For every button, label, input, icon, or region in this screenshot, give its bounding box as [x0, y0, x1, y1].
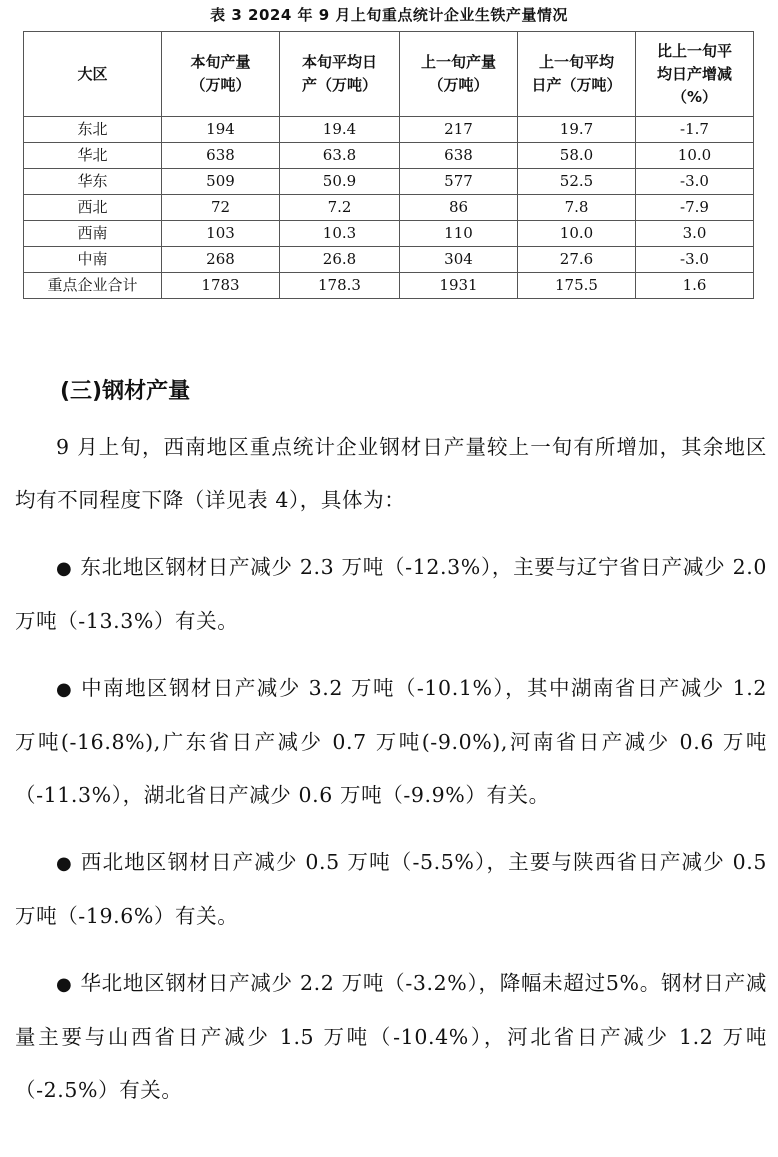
pig-iron-production-table	[23, 31, 754, 299]
table-caption: 表 3 2024 年 9 月上旬重点统计企业生铁产量情况	[210, 6, 568, 24]
table-header-row	[24, 32, 754, 117]
cell-current-output: 103	[162, 221, 280, 247]
cell-current-daily-avg: 10.3	[280, 221, 400, 247]
bullet-text: 西北地区钢材日产减少 0.5 万吨（-5.5%），主要与陕西省日产减少 0.5 万吨（-19.6%）有关。	[15, 850, 767, 928]
cell-daily-change-pct: 1.6	[636, 273, 754, 299]
table-row	[24, 169, 754, 195]
table-row	[24, 247, 754, 273]
cell-current-output: 268	[162, 247, 280, 273]
header-daily-change-pct: 比上一旬平 均日产增减 （%）	[636, 32, 754, 117]
cell-previous-output: 110	[400, 221, 518, 247]
bullet-text: 东北地区钢材日产减少 2.3 万吨（-12.3%），主要与辽宁省日产减少 2.0 万吨（-13.3%）有关。	[15, 555, 767, 633]
cell-daily-change-pct: 3.0	[636, 221, 754, 247]
cell-current-daily-avg: 19.4	[280, 117, 400, 143]
header-previous-output: 上一旬产量 （万吨）	[400, 32, 518, 117]
header-region: 大区	[24, 32, 162, 117]
bullet-icon: ●	[56, 853, 73, 874]
bullet-paragraph	[15, 836, 767, 943]
cell-region: 重点企业合计	[24, 273, 162, 299]
cell-previous-output: 577	[400, 169, 518, 195]
section-title: (三)钢材产量	[60, 379, 191, 404]
cell-region: 中南	[24, 247, 162, 273]
header-current-output: 本旬产量 （万吨）	[162, 32, 280, 117]
cell-daily-change-pct: -7.9	[636, 195, 754, 221]
cell-current-output: 194	[162, 117, 280, 143]
table-row	[24, 273, 754, 299]
cell-region: 西南	[24, 221, 162, 247]
cell-previous-daily-avg: 58.0	[518, 143, 636, 169]
cell-previous-daily-avg: 27.6	[518, 247, 636, 273]
bullet-paragraph	[15, 662, 767, 822]
cell-previous-output: 1931	[400, 273, 518, 299]
intro-paragraph: 9 月上旬，西南地区重点统计企业钢材日产量较上一旬有所增加，其余地区均有不同程度下降（详见表 4），具体为：	[15, 435, 767, 512]
cell-previous-daily-avg: 52.5	[518, 169, 636, 195]
cell-region: 华东	[24, 169, 162, 195]
cell-current-daily-avg: 178.3	[280, 273, 400, 299]
cell-previous-output: 86	[400, 195, 518, 221]
cell-region: 西北	[24, 195, 162, 221]
cell-previous-daily-avg: 175.5	[518, 273, 636, 299]
body-text	[15, 421, 767, 1131]
cell-previous-daily-avg: 7.8	[518, 195, 636, 221]
cell-current-daily-avg: 63.8	[280, 143, 400, 169]
bullet-paragraph	[15, 957, 767, 1117]
cell-current-daily-avg: 50.9	[280, 169, 400, 195]
table-row	[24, 195, 754, 221]
cell-current-output: 509	[162, 169, 280, 195]
header-previous-daily-avg: 上一旬平均 日产（万吨）	[518, 32, 636, 117]
cell-previous-daily-avg: 19.7	[518, 117, 636, 143]
cell-region: 华北	[24, 143, 162, 169]
cell-current-output: 72	[162, 195, 280, 221]
bullet-text: 华北地区钢材日产减少 2.2 万吨（-3.2%），降幅未超过5%。钢材日产减量主要与山西省日产减少 1.5 万吨（-10.4%），河北省日产减少 1.2 万吨（-2.5%）有关。	[15, 971, 767, 1102]
bullet-icon: ●	[56, 679, 73, 700]
cell-previous-output: 638	[400, 143, 518, 169]
cell-current-daily-avg: 7.2	[280, 195, 400, 221]
bullet-text: 中南地区钢材日产减少 3.2 万吨（-10.1%），其中湖南省日产减少 1.2 万吨(-16.8%),广东省日产减少 0.7 万吨(-9.0%),河南省日产减少 0.6 万吨（-11.3%），湖北省日产减少 0.6 万吨（-9.9%）有关。	[15, 676, 767, 807]
cell-daily-change-pct: -3.0	[636, 247, 754, 273]
bullet-icon: ●	[56, 558, 73, 579]
cell-previous-output: 304	[400, 247, 518, 273]
bullet-paragraph	[15, 541, 767, 648]
table-row	[24, 117, 754, 143]
table-row	[24, 143, 754, 169]
bullet-icon: ●	[56, 974, 73, 995]
cell-region: 东北	[24, 117, 162, 143]
cell-previous-daily-avg: 10.0	[518, 221, 636, 247]
header-current-daily-avg: 本旬平均日 产（万吨）	[280, 32, 400, 117]
cell-current-output: 1783	[162, 273, 280, 299]
cell-daily-change-pct: -3.0	[636, 169, 754, 195]
cell-daily-change-pct: -1.7	[636, 117, 754, 143]
cell-daily-change-pct: 10.0	[636, 143, 754, 169]
cell-current-output: 638	[162, 143, 280, 169]
cell-previous-output: 217	[400, 117, 518, 143]
cell-current-daily-avg: 26.8	[280, 247, 400, 273]
table-row	[24, 221, 754, 247]
